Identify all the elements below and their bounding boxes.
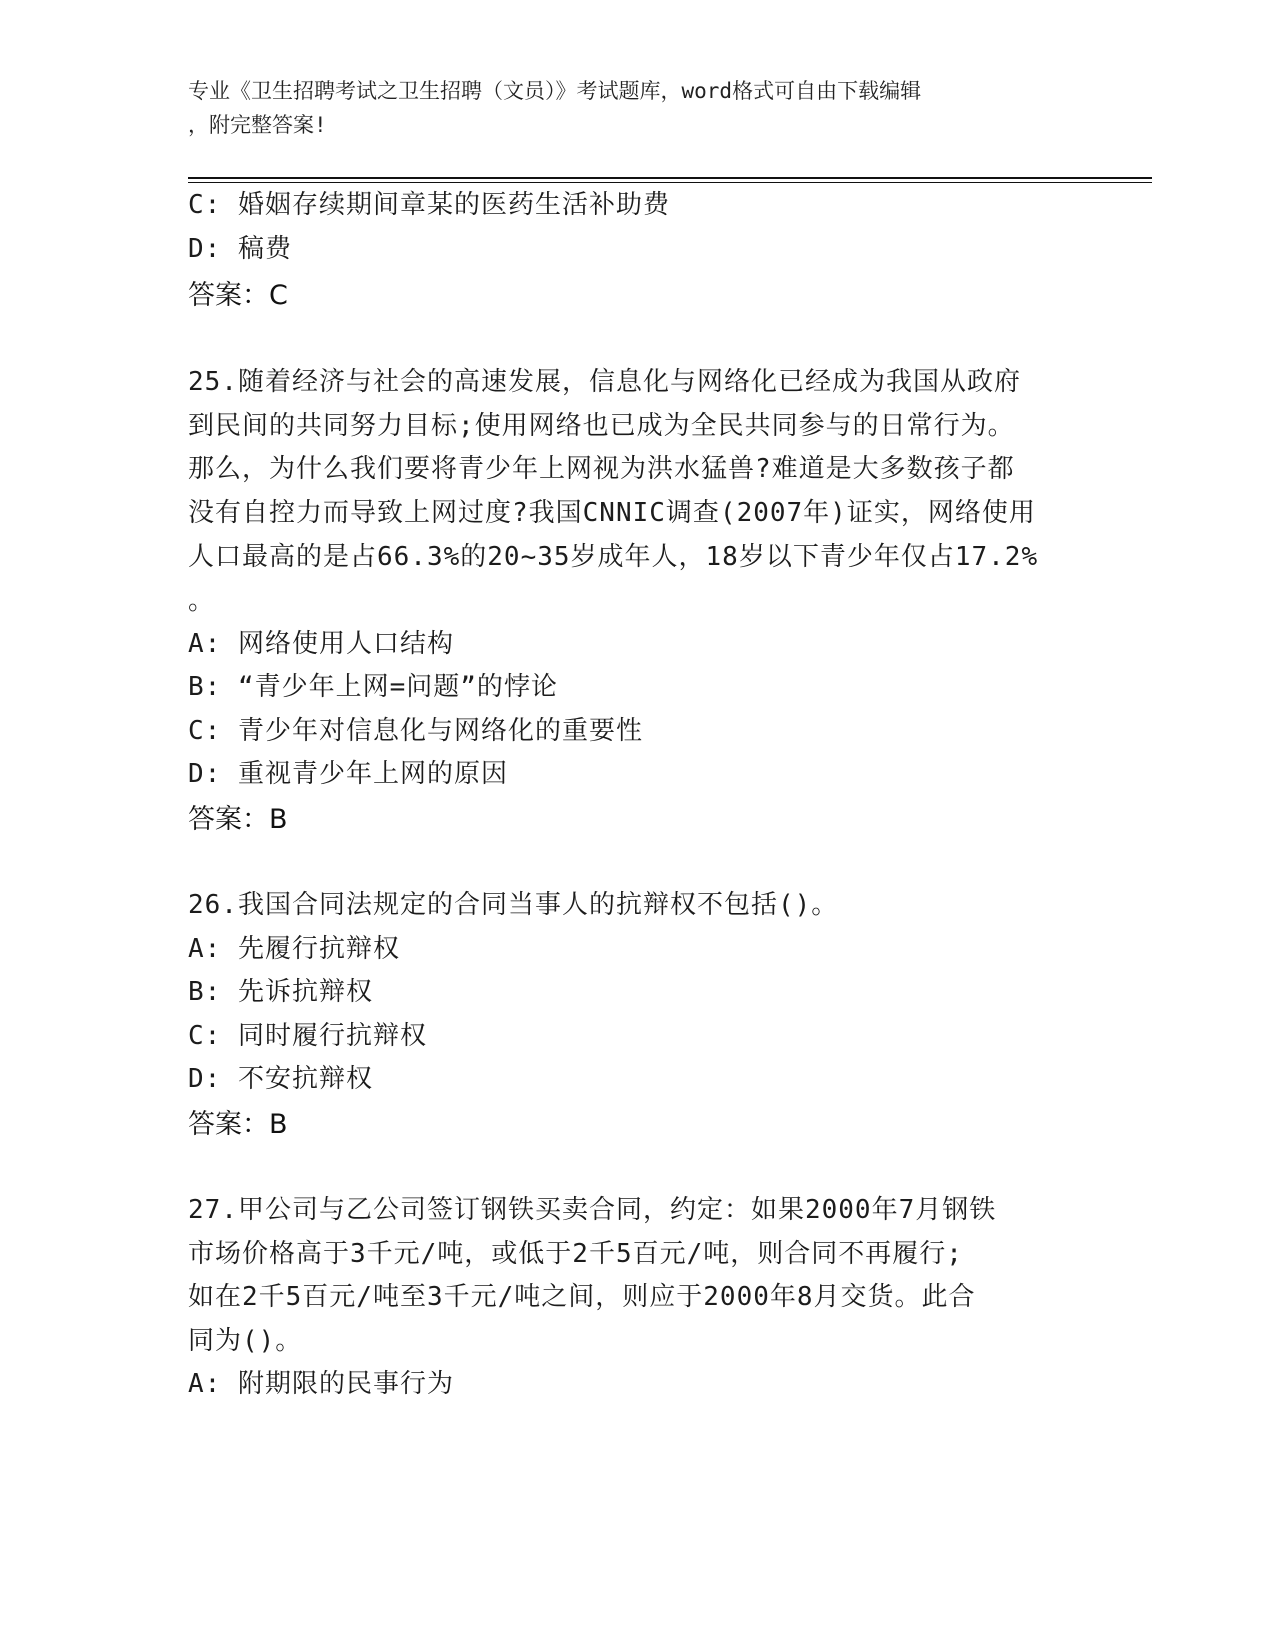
q26-option-d: D: 不安抗辩权 [188,1064,373,1094]
header-line-2: ，附完整答案! [188,113,327,137]
q27-stem-line-3: 如在2千5百元/吨至3千元/吨之间，则应于2000年8月交货。此合 [188,1282,976,1312]
q25-stem-line-3: 那么，为什么我们要将青少年上网视为洪水猛兽?难道是大多数孩子都 [188,454,1015,484]
q26-option-b: B: 先诉抗辩权 [188,977,373,1007]
q27-stem-line-1: 27.甲公司与乙公司签订钢铁买卖合同，约定：如果2000年7月钢铁 [188,1195,997,1225]
q25-option-a: A: 网络使用人口结构 [188,629,454,659]
q26-option-c: C: 同时履行抗辩权 [188,1021,427,1051]
document-header [188,74,1088,142]
q26-option-a: A: 先履行抗辩权 [188,934,400,964]
q25-stem-line-2: 到民间的共同努力目标;使用网络也已成为全民共同参与的日常行为。 [188,411,1015,441]
q26-stem: 26.我国合同法规定的合同当事人的抗辩权不包括()。 [188,890,839,920]
q27-stem-line-2: 市场价格高于3千元/吨，或低于2千5百元/吨，则合同不再履行; [188,1239,963,1269]
q25-option-d: D: 重视青少年上网的原因 [188,759,508,789]
q25-answer: 答案：B [188,804,288,835]
header-line-1: 专业《卫生招聘考试之卫生招聘（文员）》考试题库，word格式可自由下载编辑 [188,79,922,103]
prev-answer: 答案：C [188,280,288,311]
q26-answer: 答案：B [188,1109,288,1140]
prev-option-c: C: 婚姻存续期间章某的医药生活补助费 [188,190,670,220]
header-divider-thick [188,177,1152,179]
q25-stem-line-6: 。 [188,586,216,616]
q25-option-c: C: 青少年对信息化与网络化的重要性 [188,716,643,746]
header-divider-thin [188,182,1152,183]
q27-option-a: A: 附期限的民事行为 [188,1369,454,1399]
q25-stem-line-5: 人口最高的是占66.3%的20~35岁成年人，18岁以下青少年仅占17.2% [188,542,1039,572]
q27-stem-line-4: 同为()。 [188,1326,303,1356]
q25-stem-line-4: 没有自控力而导致上网过度?我国CNNIC调查(2007年)证实，网络使用 [188,498,1036,528]
q25-stem-line-1: 25.随着经济与社会的高速发展，信息化与网络化已经成为我国从政府 [188,367,1021,397]
prev-option-d: D: 稿费 [188,234,292,264]
q25-option-b: B: “青少年上网=问题”的悖论 [188,672,558,702]
